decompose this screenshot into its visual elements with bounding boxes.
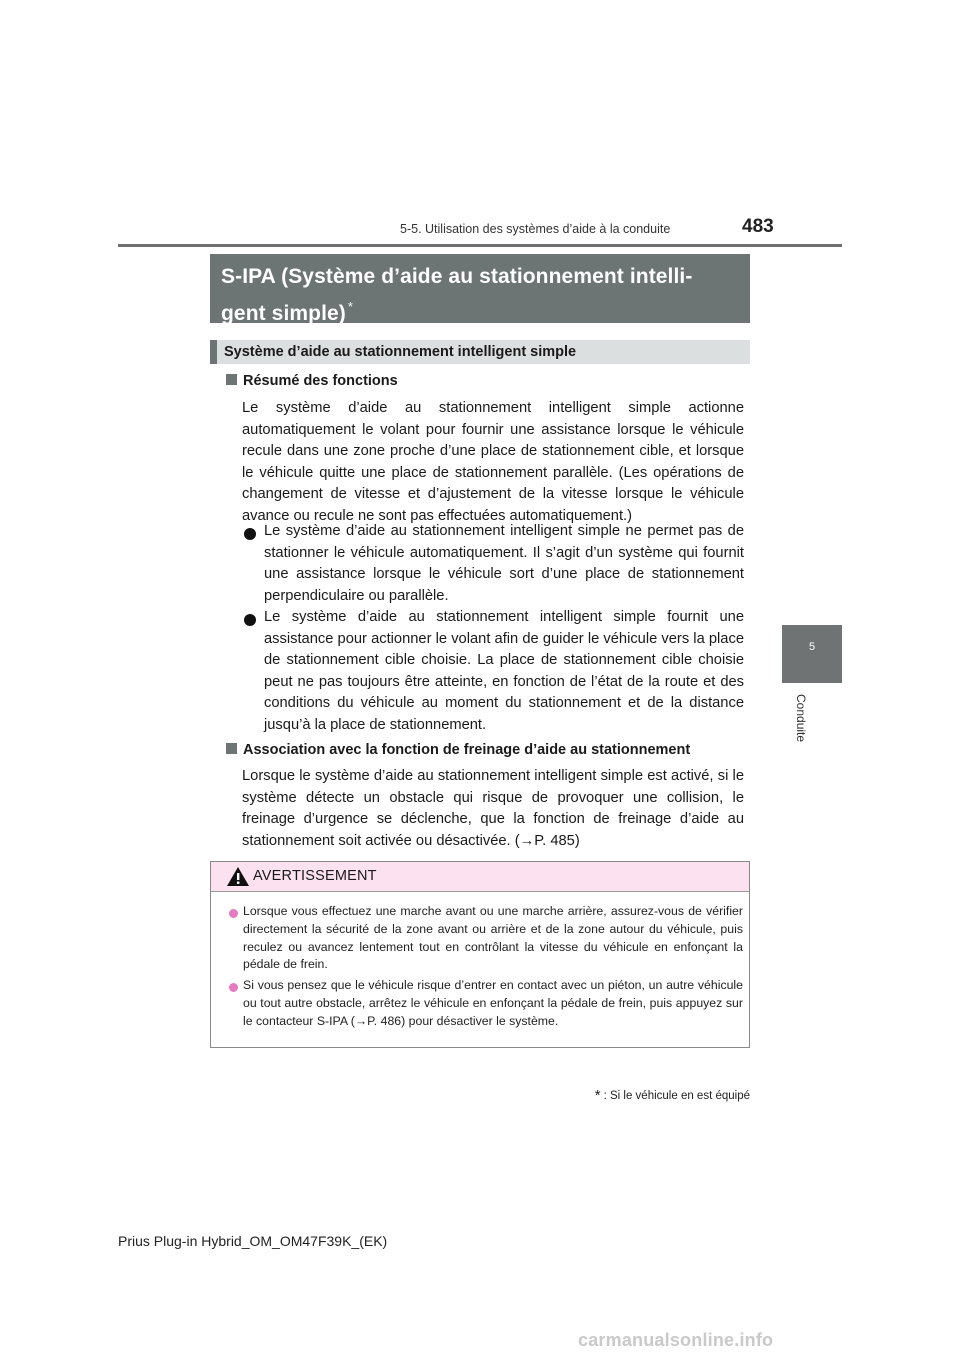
warning-item: Lorsque vous effectuez une marche avant ou une marche arrière, assurez-vous de vérifier directement la sécurité de la zone avant ou arrière et de la zone autour du véhicule, puis reculez ou avancez lentement tout en contrôlant la vitesse du véhicule en enfonçant la pédale de frein. — [243, 904, 743, 972]
warning-title: AVERTISSEMENT — [253, 868, 377, 884]
bullet-dot-icon — [244, 528, 256, 540]
chapter-tab[interactable] — [782, 625, 842, 683]
warning-triangle-icon — [227, 867, 249, 886]
warning-bullet-icon — [229, 909, 238, 918]
chapter-tab-number: 5 — [808, 641, 816, 653]
bullet-dot-icon — [244, 614, 256, 626]
section-paragraph: Lorsque le système d’aide au stationnement intelligent simple est activé, si le système détecte un obstacle qui risque de provoquer une collision, le freinage d’urgence se déclenche, que la fonction de freinage d’aide au stationnement soit activée ou désactivée. (→P. 485) — [242, 768, 744, 849]
title-line-2: gent simple) — [221, 302, 346, 323]
square-bullet-icon — [226, 374, 237, 385]
footnote — [532, 1087, 750, 1104]
footnote-text: : Si le véhicule en est équipé — [603, 1090, 750, 1102]
section-heading-text: Association avec la fonction de freinage d’aide au stationnement — [243, 742, 691, 758]
section-heading — [226, 371, 398, 391]
footnote-star-icon: * — [594, 1087, 601, 1104]
square-bullet-icon — [226, 743, 237, 754]
title-asterisk: * — [347, 299, 354, 314]
warning-box — [210, 861, 750, 1048]
warning-header — [211, 862, 749, 892]
bullet-item: Le système d’aide au stationnement intelligent simple ne permet pas de stationner le véhicule automatiquement. Il s’agit d’un système qui fournit une assistance lorsque le véhicule sort d’une place de stationnement perpendiculaire ou parallèle. — [264, 523, 744, 604]
section-heading-text: Résumé des fonctions — [243, 373, 398, 389]
header-section-title: 5-5. Utilisation des systèmes d’aide à la conduite — [400, 222, 671, 236]
watermark: carmanualsonline.info — [578, 1330, 774, 1350]
section-heading — [226, 740, 690, 760]
page-number: 483 — [742, 216, 774, 237]
chapter-tab-label: Conduite — [794, 694, 808, 743]
section-subheader: Système d’aide au stationnement intelligent simple — [210, 340, 750, 364]
page-title — [210, 254, 750, 323]
warning-bullet-icon — [229, 983, 238, 992]
bullet-item: Le système d’aide au stationnement intelligent simple fournit une assistance pour actionner le volant afin de guider le véhicule vers la place de stationnement cible choisie. La place de stationnement cible choisie peut ne pas toujours être atteinte, en fonction de l’état de la route et des conditions du véhicule au moment du stationnement et de la distance jusqu’à la place de stationnement. — [264, 609, 744, 733]
document-footer: Prius Plug-in Hybrid_OM_OM47F39K_(EK) — [118, 1233, 388, 1249]
header-rule — [118, 244, 842, 247]
warning-item: Si vous pensez que le véhicule risque d’entrer en contact avec un piéton, un autre véhicule ou tout autre obstacle, arrêtez le véhicule en enfonçant la pédale de frein, puis appuyez sur le contacteur S-IPA (→P. 486) pour désactiver le système. — [243, 978, 743, 1028]
section-paragraph: Le système d’aide au stationnement intelligent simple actionne automatiquement le volant pour fournir une assistance lorsque le véhicule recule dans une zone proche d’une place de stationnement cible, et lorsque le véhicule quitte une place de stationnement parallèle. (Les opérations de changement de vitesse et d’ajustement de la vitesse lorsque le véhicule avance ou recule ne sont pas effectuées automatiquement.) — [242, 400, 744, 524]
title-line-1: S-IPA (Système d’aide au stationnement intelli- — [221, 265, 693, 288]
